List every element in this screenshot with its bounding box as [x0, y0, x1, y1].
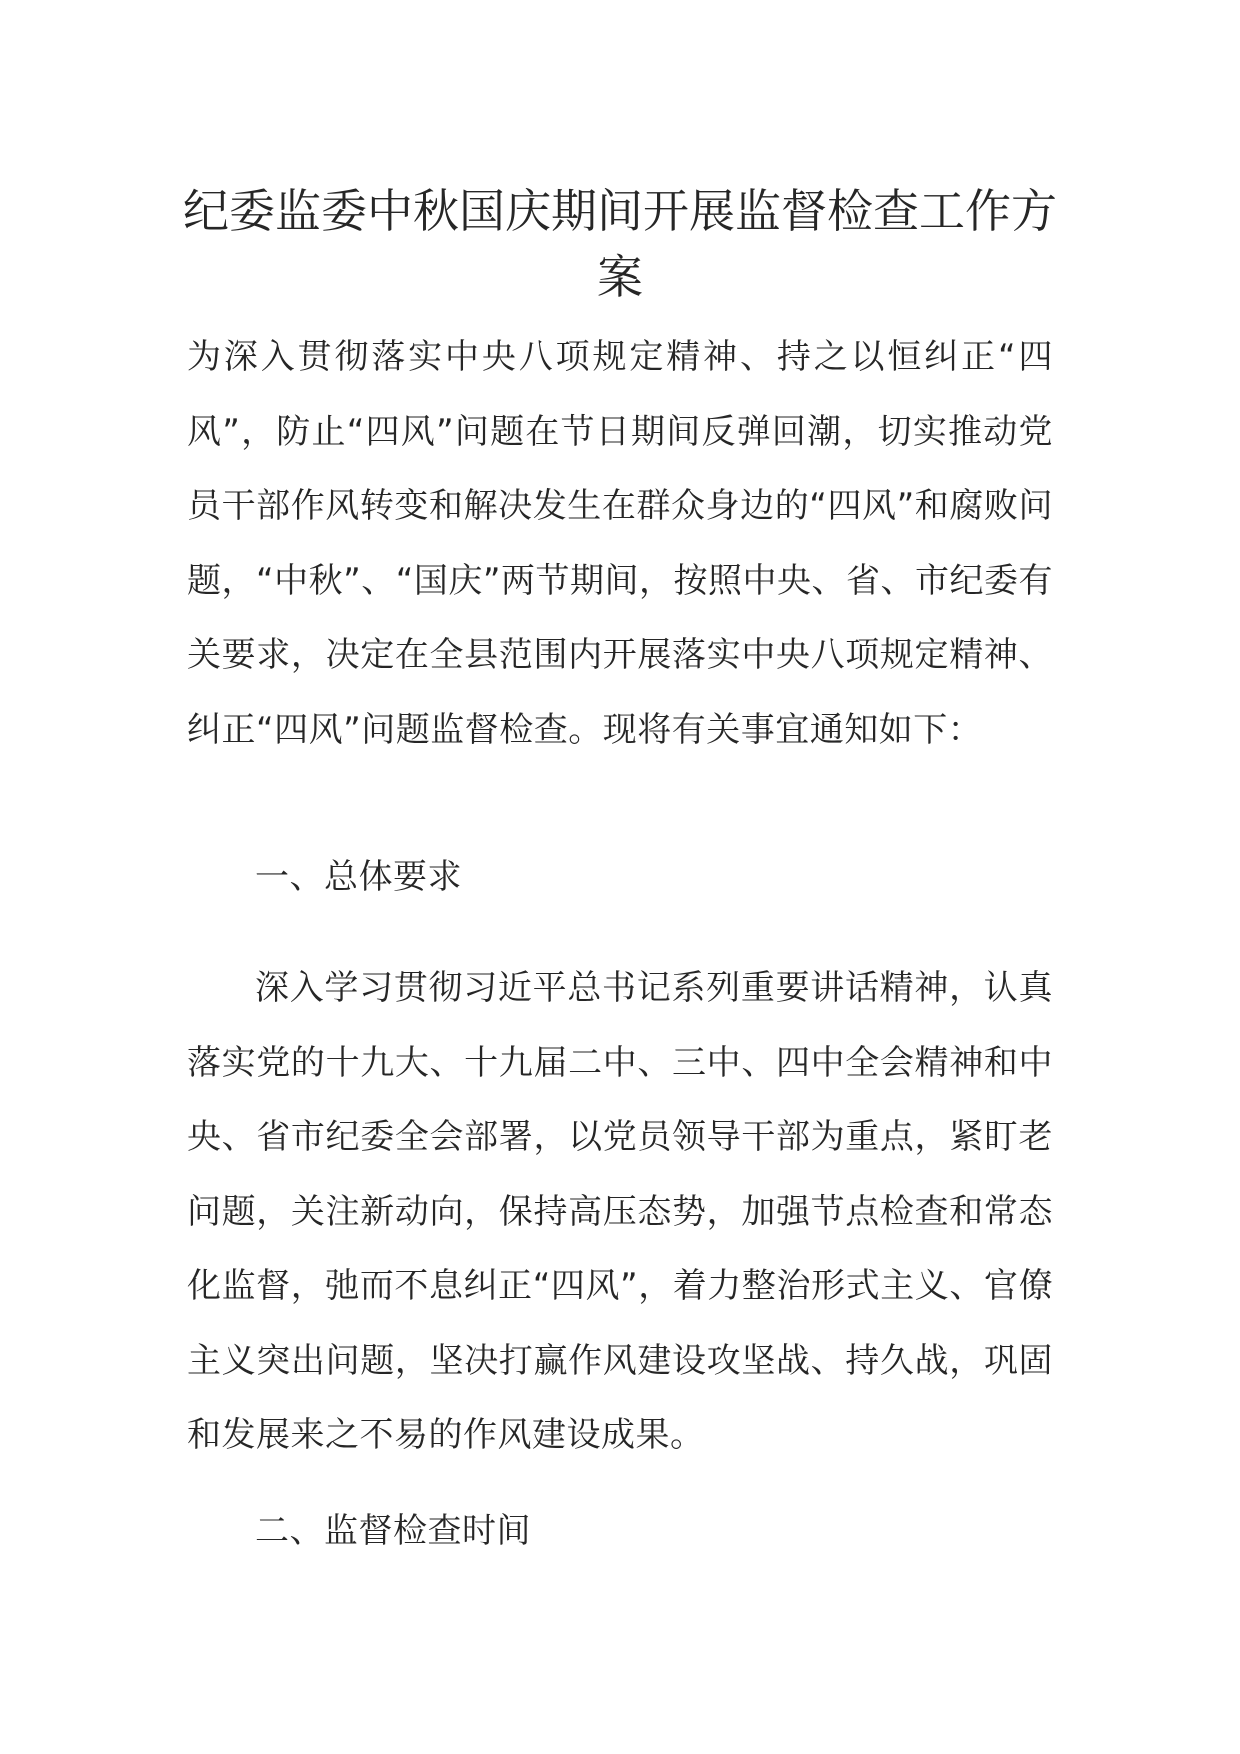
document-title: 纪委监委中秋国庆期间开展监督检查工作方案 — [183, 184, 1057, 304]
section-heading-inspection-time: 二、监督检查时间 — [255, 1511, 531, 1551]
intro-paragraph: 为深入贯彻落实中央八项规定精神、持之以恒纠正“四风”，防止“四风”问题在节日期间反弹回潮，切实推动党员干部作风转变和解决发生在群众身边的“四风”和腐败问题，“中秋”、“国庆”两节期间，按照中央、省、市纪委有关要求，决定在全县范围内开展落实中央八项规定精神、纠正“四风”问题监督检查。现将有关事宜通知如下： — [187, 337, 1053, 750]
section-heading-general-requirements: 一、总体要求 — [255, 857, 462, 897]
section-paragraph-general-requirements: 深入学习贯彻习近平总书记系列重要讲话精神，认真落实党的十九大、十九届二中、三中、四中全会精神和中央、省市纪委全会部署，以党员领导干部为重点，紧盯老问题，关注新动向，保持高压态势，加强节点检查和常态化监督，弛而不息纠正“四风”，着力整治形式主义、官僚主义突出问题，坚决打赢作风建设攻坚战、持久战，巩固和发展来之不易的作风建设成果。 — [187, 968, 1053, 1455]
